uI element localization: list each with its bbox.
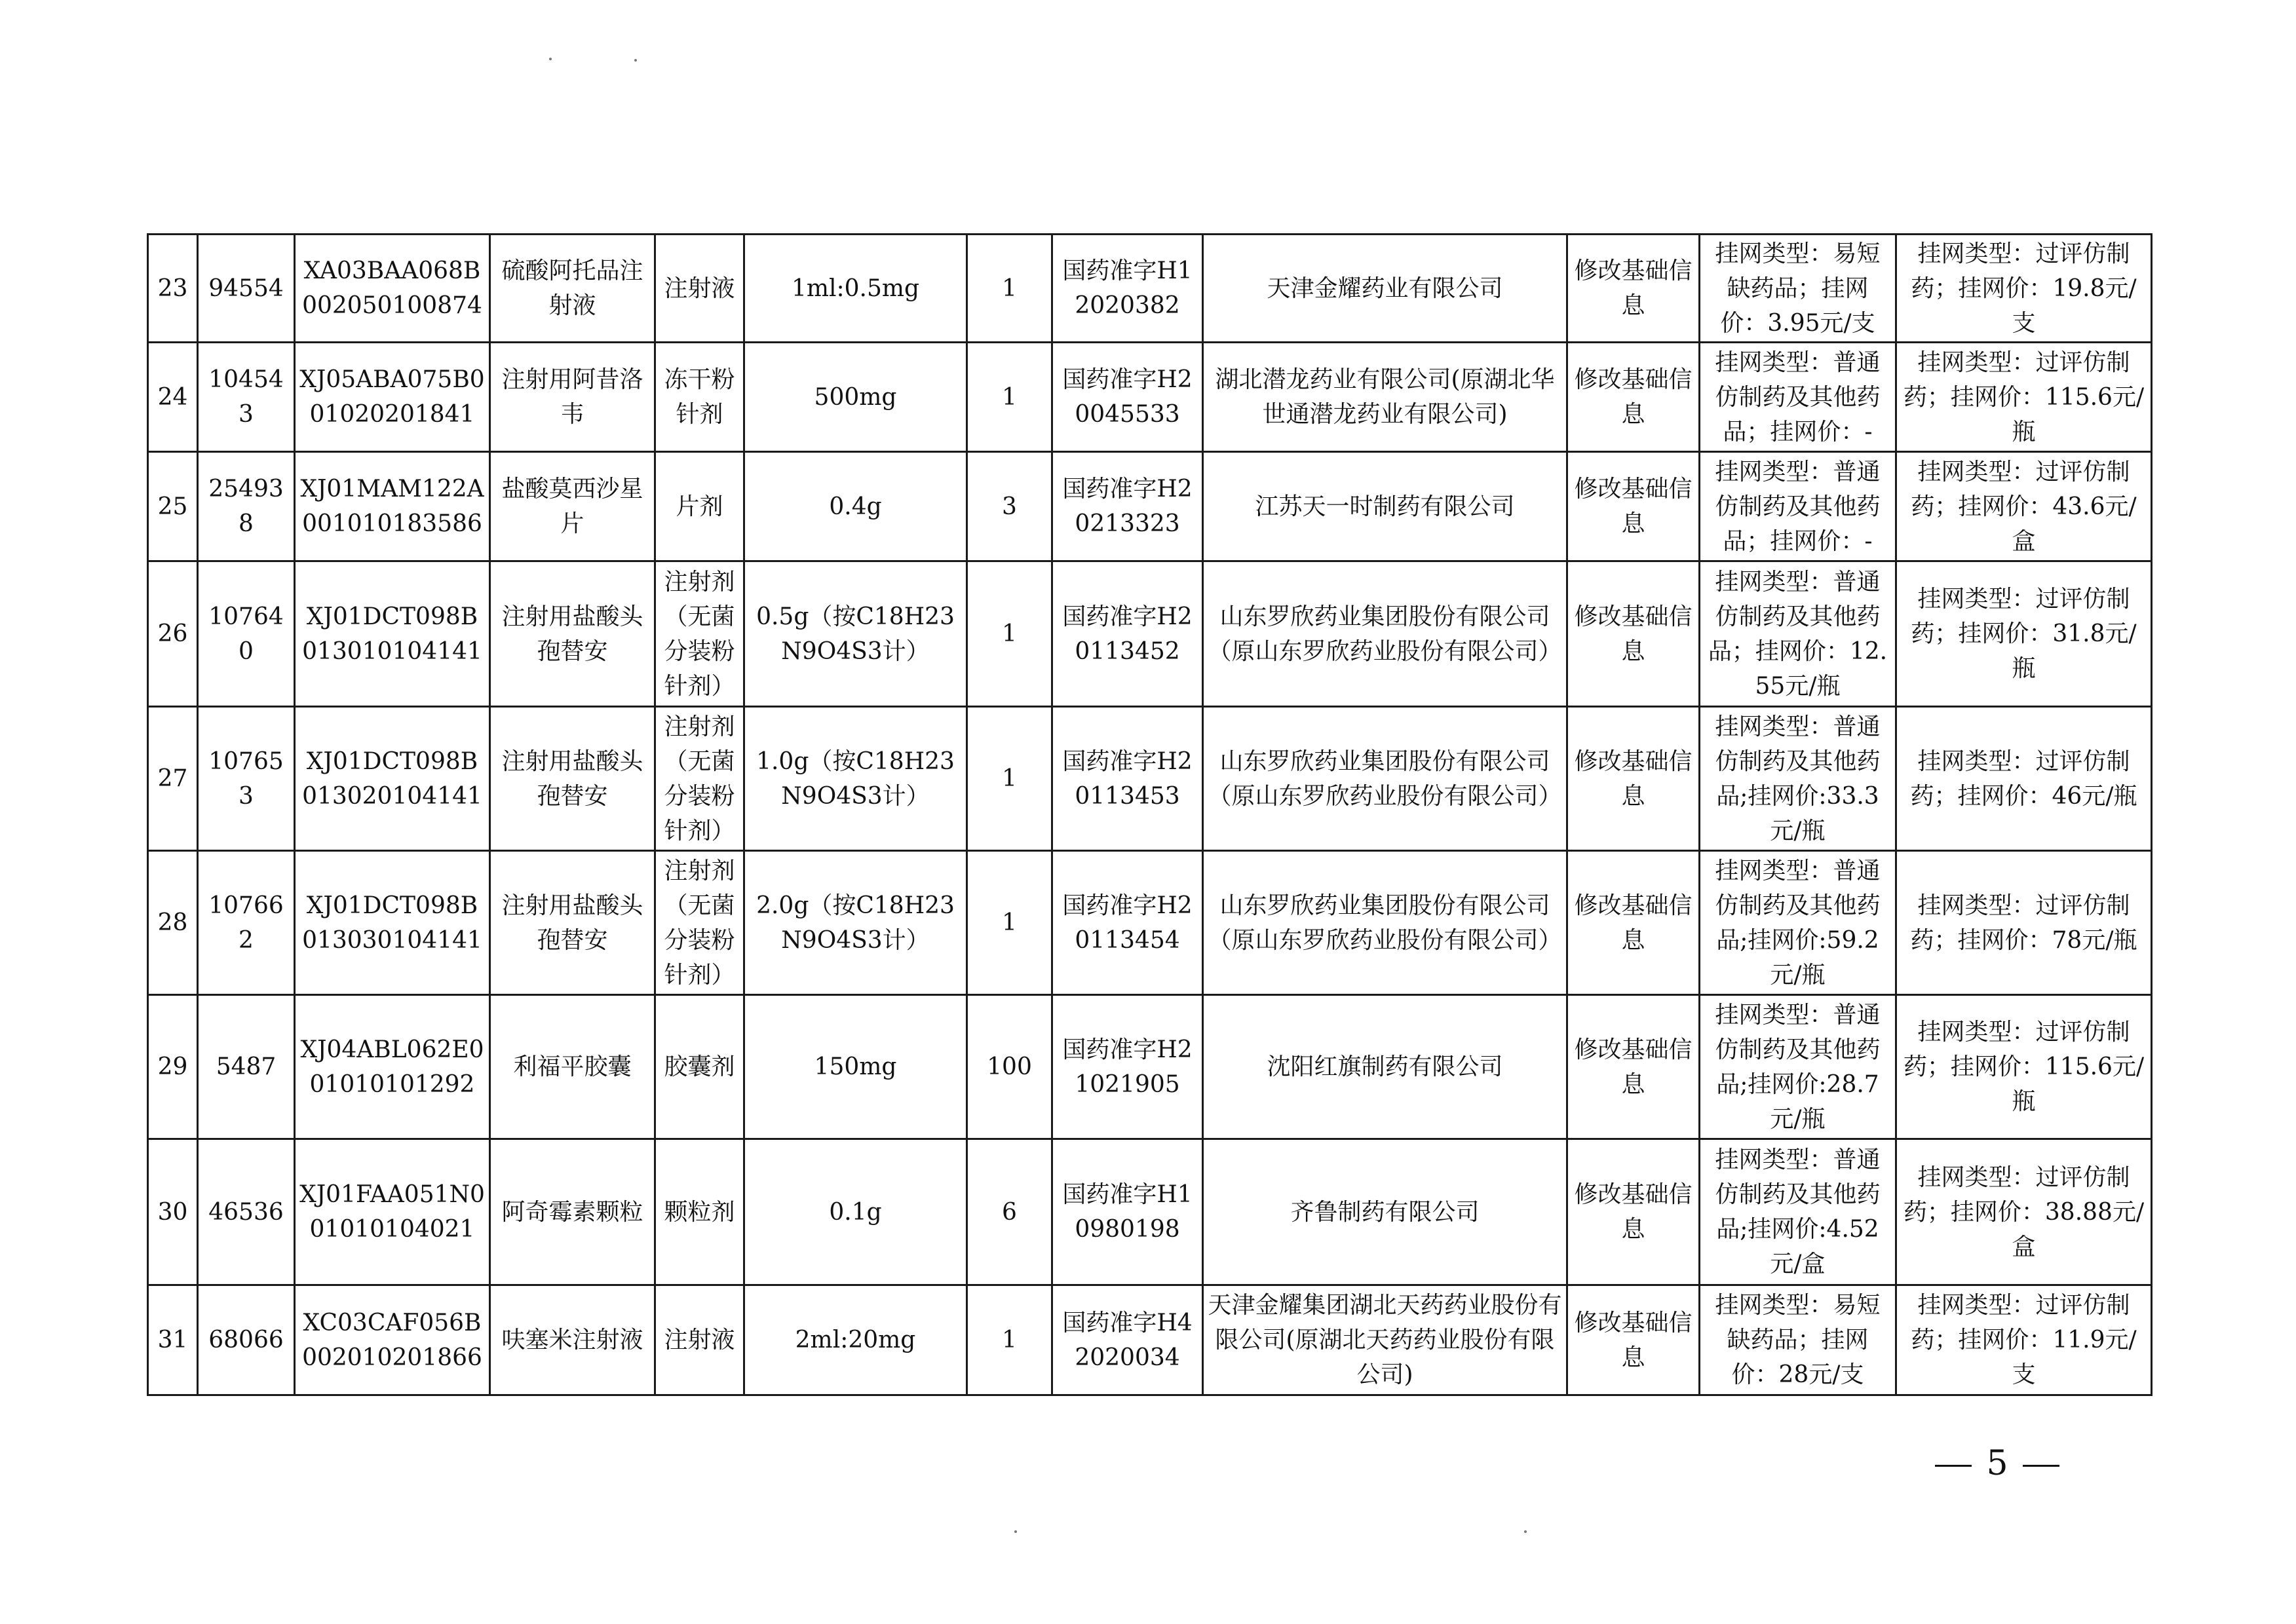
new-listing-cell: 挂网类型：过评仿制药；挂网价：11.9元/支 bbox=[1896, 1285, 2152, 1395]
drug-name-cell: 盐酸莫西沙星片 bbox=[490, 452, 655, 561]
table-row bbox=[148, 995, 2152, 1139]
row-number-cell: 29 bbox=[148, 995, 198, 1139]
change-type-cell: 修改基础信息 bbox=[1567, 707, 1700, 851]
drug-name-cell: 注射用阿昔洛韦 bbox=[490, 343, 655, 452]
page-number-right-dash bbox=[2023, 1465, 2059, 1467]
specification-cell: 1.0g（按C18H23N9O4S3计） bbox=[744, 707, 967, 851]
approval-number-cell: 国药准字H10980198 bbox=[1052, 1139, 1203, 1285]
scan-speck bbox=[634, 59, 637, 62]
change-type-cell: 修改基础信息 bbox=[1567, 1139, 1700, 1285]
approval-number-cell: 国药准字H20113452 bbox=[1052, 561, 1203, 707]
manufacturer-cell: 齐鲁制药有限公司 bbox=[1203, 1139, 1567, 1285]
table-row bbox=[148, 343, 2152, 452]
scan-speck bbox=[549, 58, 552, 60]
table-row bbox=[148, 707, 2152, 851]
current-listing-cell: 挂网类型：易短缺药品；挂网价：28元/支 bbox=[1700, 1285, 1896, 1395]
approval-number-cell: 国药准字H21021905 bbox=[1052, 995, 1203, 1139]
current-listing-cell: 挂网类型：普通仿制药及其他药品；挂网价：- bbox=[1700, 452, 1896, 561]
specification-cell: 500mg bbox=[744, 343, 967, 452]
current-listing-cell: 挂网类型：普通仿制药及其他药品;挂网价:33.3元/瓶 bbox=[1700, 707, 1896, 851]
change-type-cell: 修改基础信息 bbox=[1567, 452, 1700, 561]
dosage-form-cell: 注射剂（无菌分装粉针剂） bbox=[655, 561, 744, 707]
dosage-form-cell: 注射剂（无菌分装粉针剂） bbox=[655, 851, 744, 995]
row-number-cell: 25 bbox=[148, 452, 198, 561]
table-row bbox=[148, 561, 2152, 707]
drug-id-cell: 107662 bbox=[198, 851, 295, 995]
drug-id-cell: 5487 bbox=[198, 995, 295, 1139]
new-listing-cell: 挂网类型：过评仿制药；挂网价：46元/瓶 bbox=[1896, 707, 2152, 851]
row-number-cell: 23 bbox=[148, 235, 198, 343]
row-number-cell: 27 bbox=[148, 707, 198, 851]
drug-name-cell: 阿奇霉素颗粒 bbox=[490, 1139, 655, 1285]
change-type-cell: 修改基础信息 bbox=[1567, 1285, 1700, 1395]
row-number-cell: 24 bbox=[148, 343, 198, 452]
manufacturer-cell: 山东罗欣药业集团股份有限公司（原山东罗欣药业股份有限公司） bbox=[1203, 707, 1567, 851]
table-body bbox=[148, 235, 2152, 1395]
drug-code-cell: XA03BAA068B002050100874 bbox=[295, 235, 490, 343]
drug-id-cell: 46536 bbox=[198, 1139, 295, 1285]
manufacturer-cell: 山东罗欣药业集团股份有限公司（原山东罗欣药业股份有限公司） bbox=[1203, 561, 1567, 707]
drug-price-table bbox=[147, 233, 2152, 1396]
package-quantity-cell: 1 bbox=[967, 1285, 1052, 1395]
package-quantity-cell: 6 bbox=[967, 1139, 1052, 1285]
drug-code-cell: XJ01MAM122A001010183586 bbox=[295, 452, 490, 561]
new-listing-cell: 挂网类型：过评仿制药；挂网价：38.88元/盒 bbox=[1896, 1139, 2152, 1285]
manufacturer-cell: 江苏天一时制药有限公司 bbox=[1203, 452, 1567, 561]
drug-name-cell: 注射用盐酸头孢替安 bbox=[490, 561, 655, 707]
drug-id-cell: 107640 bbox=[198, 561, 295, 707]
dosage-form-cell: 注射液 bbox=[655, 1285, 744, 1395]
drug-code-cell: XC03CAF056B002010201866 bbox=[295, 1285, 490, 1395]
new-listing-cell: 挂网类型：过评仿制药；挂网价：78元/瓶 bbox=[1896, 851, 2152, 995]
dosage-form-cell: 注射液 bbox=[655, 235, 744, 343]
package-quantity-cell: 1 bbox=[967, 561, 1052, 707]
change-type-cell: 修改基础信息 bbox=[1567, 561, 1700, 707]
specification-cell: 150mg bbox=[744, 995, 967, 1139]
drug-id-cell: 94554 bbox=[198, 235, 295, 343]
package-quantity-cell: 1 bbox=[967, 707, 1052, 851]
approval-number-cell: 国药准字H20113454 bbox=[1052, 851, 1203, 995]
package-quantity-cell: 1 bbox=[967, 343, 1052, 452]
package-quantity-cell: 1 bbox=[967, 235, 1052, 343]
drug-code-cell: XJ01DCT098B013030104141 bbox=[295, 851, 490, 995]
drug-code-cell: XJ01FAA051N001010104021 bbox=[295, 1139, 490, 1285]
approval-number-cell: 国药准字H42020034 bbox=[1052, 1285, 1203, 1395]
table-row bbox=[148, 1285, 2152, 1395]
drug-name-cell: 利福平胶囊 bbox=[490, 995, 655, 1139]
new-listing-cell: 挂网类型：过评仿制药；挂网价：31.8元/瓶 bbox=[1896, 561, 2152, 707]
drug-name-cell: 硫酸阿托品注射液 bbox=[490, 235, 655, 343]
drug-code-cell: XJ04ABL062E001010101292 bbox=[295, 995, 490, 1139]
current-listing-cell: 挂网类型：普通仿制药及其他药品；挂网价：- bbox=[1700, 343, 1896, 452]
approval-number-cell: 国药准字H20213323 bbox=[1052, 452, 1203, 561]
current-listing-cell: 挂网类型：普通仿制药及其他药品；挂网价：12.55元/瓶 bbox=[1700, 561, 1896, 707]
row-number-cell: 28 bbox=[148, 851, 198, 995]
current-listing-cell: 挂网类型：易短缺药品；挂网价：3.95元/支 bbox=[1700, 235, 1896, 343]
page-number-value: 5 bbox=[1986, 1444, 2008, 1483]
specification-cell: 2.0g（按C18H23N9O4S3计） bbox=[744, 851, 967, 995]
new-listing-cell: 挂网类型：过评仿制药；挂网价：43.6元/盒 bbox=[1896, 452, 2152, 561]
current-listing-cell: 挂网类型：普通仿制药及其他药品;挂网价:59.2元/瓶 bbox=[1700, 851, 1896, 995]
current-listing-cell: 挂网类型：普通仿制药及其他药品;挂网价:28.7元/瓶 bbox=[1700, 995, 1896, 1139]
drug-id-cell: 107653 bbox=[198, 707, 295, 851]
specification-cell: 0.5g（按C18H23N9O4S3计） bbox=[744, 561, 967, 707]
approval-number-cell: 国药准字H12020382 bbox=[1052, 235, 1203, 343]
page-number-left-dash bbox=[1935, 1465, 1972, 1467]
new-listing-cell: 挂网类型：过评仿制药；挂网价：115.6元/瓶 bbox=[1896, 995, 2152, 1139]
current-listing-cell: 挂网类型：普通仿制药及其他药品;挂网价:4.52元/盒 bbox=[1700, 1139, 1896, 1285]
approval-number-cell: 国药准字H20045533 bbox=[1052, 343, 1203, 452]
manufacturer-cell: 天津金耀集团湖北天药药业股份有限公司(原湖北天药药业股份有限公司) bbox=[1203, 1285, 1567, 1395]
manufacturer-cell: 天津金耀药业有限公司 bbox=[1203, 235, 1567, 343]
scan-speck bbox=[1524, 1530, 1527, 1533]
scan-speck bbox=[1014, 1530, 1017, 1533]
drug-name-cell: 注射用盐酸头孢替安 bbox=[490, 851, 655, 995]
drug-name-cell: 呋塞米注射液 bbox=[490, 1285, 655, 1395]
page-number bbox=[1919, 1437, 2076, 1490]
package-quantity-cell: 3 bbox=[967, 452, 1052, 561]
change-type-cell: 修改基础信息 bbox=[1567, 235, 1700, 343]
table-row bbox=[148, 235, 2152, 343]
manufacturer-cell: 沈阳红旗制药有限公司 bbox=[1203, 995, 1567, 1139]
table-row bbox=[148, 1139, 2152, 1285]
row-number-cell: 31 bbox=[148, 1285, 198, 1395]
dosage-form-cell: 颗粒剂 bbox=[655, 1139, 744, 1285]
specification-cell: 2ml:20mg bbox=[744, 1285, 967, 1395]
change-type-cell: 修改基础信息 bbox=[1567, 851, 1700, 995]
row-number-cell: 30 bbox=[148, 1139, 198, 1285]
drug-code-cell: XJ01DCT098B013020104141 bbox=[295, 707, 490, 851]
drug-name-cell: 注射用盐酸头孢替安 bbox=[490, 707, 655, 851]
package-quantity-cell: 100 bbox=[967, 995, 1052, 1139]
approval-number-cell: 国药准字H20113453 bbox=[1052, 707, 1203, 851]
change-type-cell: 修改基础信息 bbox=[1567, 343, 1700, 452]
dosage-form-cell: 注射剂（无菌分装粉针剂） bbox=[655, 707, 744, 851]
drug-code-cell: XJ05ABA075B001020201841 bbox=[295, 343, 490, 452]
drug-id-cell: 68066 bbox=[198, 1285, 295, 1395]
dosage-form-cell: 冻干粉针剂 bbox=[655, 343, 744, 452]
new-listing-cell: 挂网类型：过评仿制药；挂网价：115.6元/瓶 bbox=[1896, 343, 2152, 452]
table-row bbox=[148, 452, 2152, 561]
drug-id-cell: 104543 bbox=[198, 343, 295, 452]
package-quantity-cell: 1 bbox=[967, 851, 1052, 995]
specification-cell: 1ml:0.5mg bbox=[744, 235, 967, 343]
specification-cell: 0.1g bbox=[744, 1139, 967, 1285]
change-type-cell: 修改基础信息 bbox=[1567, 995, 1700, 1139]
drug-id-cell: 254938 bbox=[198, 452, 295, 561]
manufacturer-cell: 山东罗欣药业集团股份有限公司（原山东罗欣药业股份有限公司） bbox=[1203, 851, 1567, 995]
specification-cell: 0.4g bbox=[744, 452, 967, 561]
table-row bbox=[148, 851, 2152, 995]
row-number-cell: 26 bbox=[148, 561, 198, 707]
dosage-form-cell: 胶囊剂 bbox=[655, 995, 744, 1139]
manufacturer-cell: 湖北潜龙药业有限公司(原湖北华世通潜龙药业有限公司) bbox=[1203, 343, 1567, 452]
new-listing-cell: 挂网类型：过评仿制药；挂网价：19.8元/支 bbox=[1896, 235, 2152, 343]
drug-code-cell: XJ01DCT098B013010104141 bbox=[295, 561, 490, 707]
dosage-form-cell: 片剂 bbox=[655, 452, 744, 561]
